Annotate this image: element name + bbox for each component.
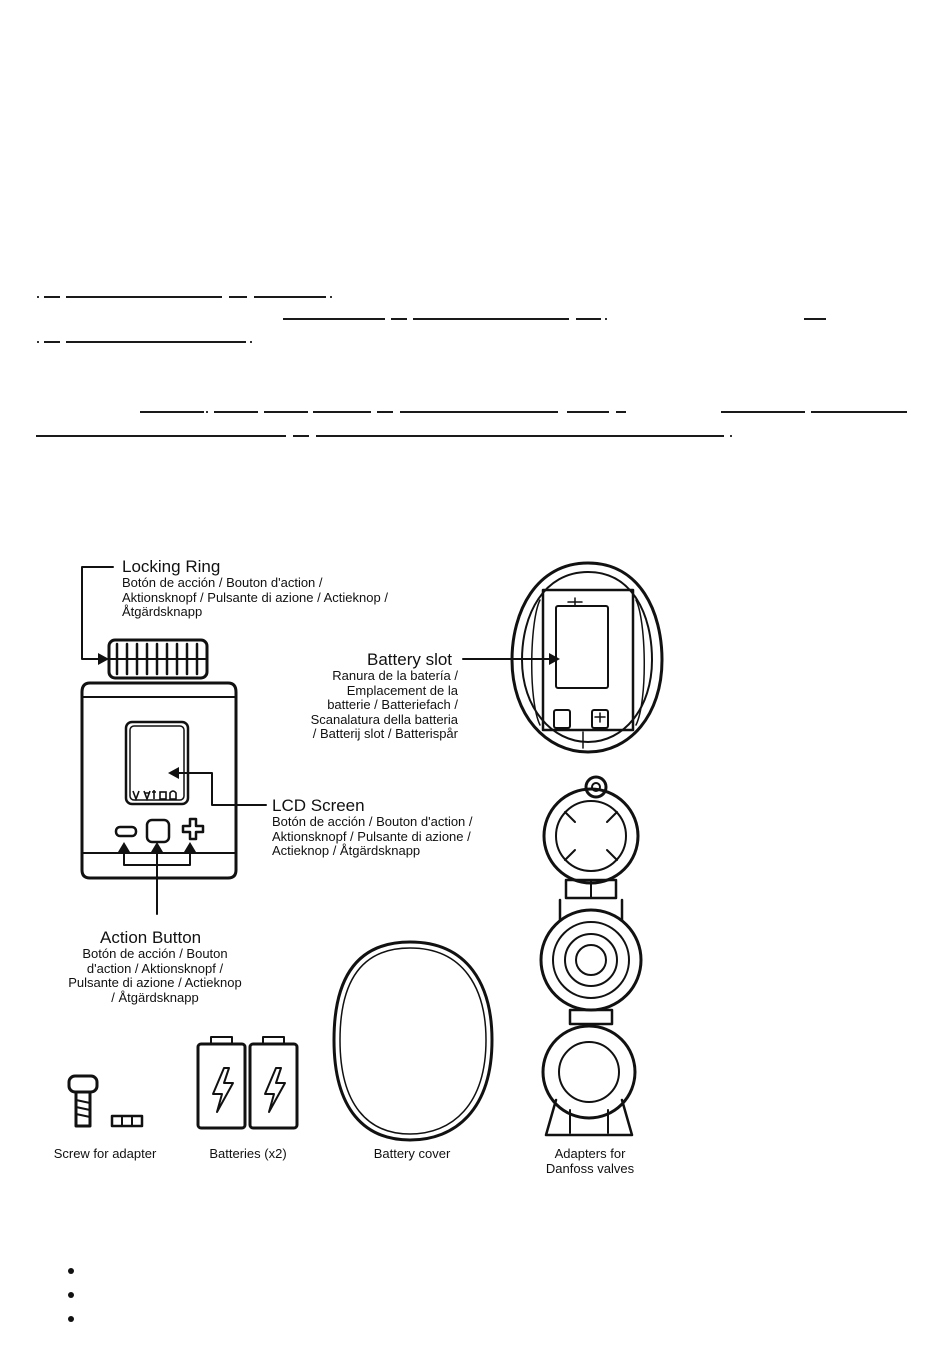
screw (69, 1076, 142, 1126)
battery-slot-title: Battery slot (367, 650, 453, 669)
batteries-caption: Batteries (x2) (209, 1146, 287, 1161)
screw-caption: Screw for adapter (53, 1146, 157, 1161)
locking-ring-desc: Botón de acción / Bouton d'action / Aktionsknopf / Pulsante di azione / Actieknop / Åtgärdsknapp (122, 575, 388, 619)
adapters-caption: Adapters for Danfoss valves (545, 1146, 635, 1176)
locking-ring (109, 640, 207, 678)
lcd-screen-title: LCD Screen (272, 796, 365, 815)
adapters (541, 777, 641, 1135)
battery-slot-desc: Ranura de la batería / Emplacement de la batterie / Batteriefach / Scanalatura della batteria / Batterij slot / Batterispår (310, 668, 458, 741)
bullet-2 (68, 1292, 74, 1298)
locking-ring-title: Locking Ring (122, 557, 221, 576)
back-case (512, 563, 662, 752)
battery-cover-caption: Battery cover (373, 1146, 451, 1161)
bullet-3 (68, 1316, 74, 1322)
lcd-status-icons (133, 790, 176, 799)
bullet-1 (68, 1268, 74, 1274)
action-button-desc: Botón de acción / Bouton d'action / Aktionsknopf / Pulsante di azione / Actieknop / Åtgärdsknapp (68, 946, 242, 1005)
lcd-screen-desc: Botón de acción / Bouton d'action / Aktionsknopf / Pulsante di azione / Actieknop / Åtgärdsknapp (272, 814, 473, 858)
action-button-title: Action Button (100, 928, 202, 947)
